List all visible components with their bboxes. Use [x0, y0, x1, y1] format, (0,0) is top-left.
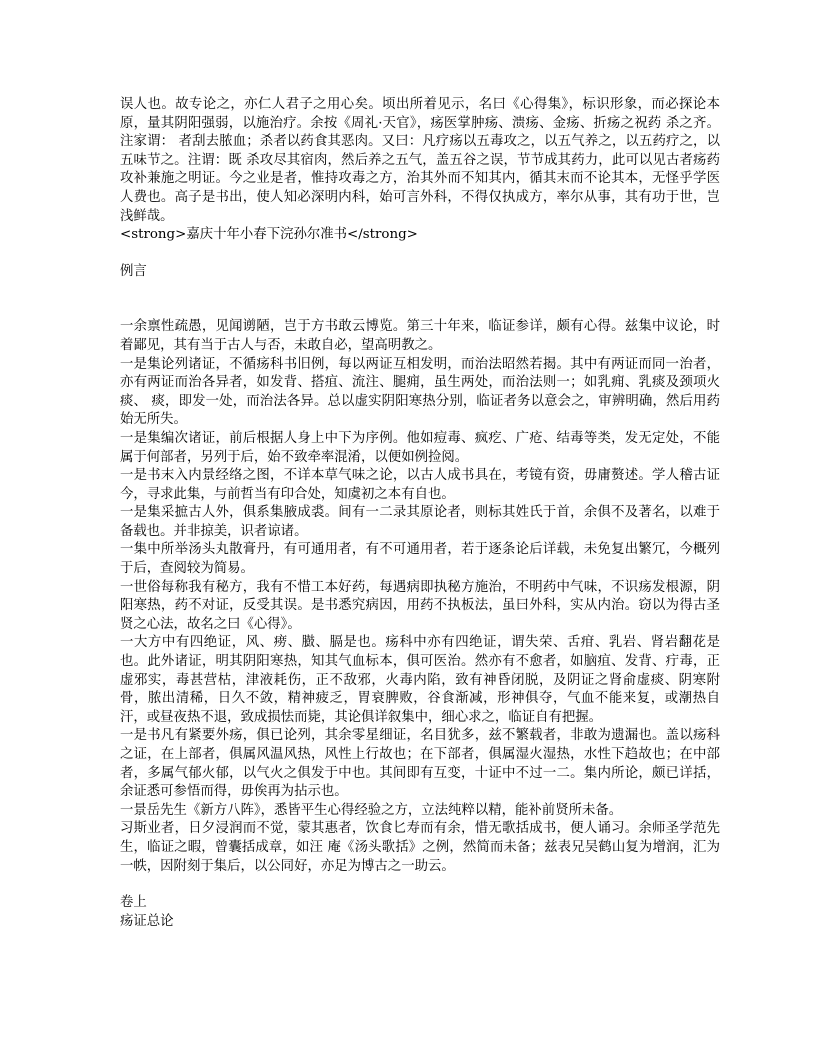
rule-item: 一世俗每称我有秘方，我有不惜工本好药，每遇病即执秘方施治，不明药中气味，不识疡发根源，阴阳寒热，药不对证，反受其误。是书悉究病因，用药不执板法，虽曰外科，实从内治。窃以为得古圣贤之心法，故名之曰《心得》。: [120, 579, 720, 632]
chapter-title: 疡证总论: [120, 913, 174, 929]
rule-item: 一是集采摭古人外，俱系集腋成裘。间有一二录其原论者，则标其姓氏于首，余俱不及著名，以难于备载也。并非掠美，识者谅诸。: [120, 505, 720, 539]
rule-item: 一是书凡有紧要外疡，俱已论列，其余零星细证，名目犹多，兹不繁载者，非敢为遗漏也。盖以疡科之证，在上部者，俱属风温风热，风性上行故也；在下部者，俱属湿火湿热，水性下趋故也；在中部者，多属气郁火郁，以气火之俱发于中也。其间即有互变，十证中不过一二。集内所论，颇已详括，余证悉可参悟而得，毋俟再为拈示也。: [120, 728, 720, 800]
rules-list: [120, 318, 720, 876]
spacer: [120, 281, 720, 318]
rule-item: 习斯业者，日夕浸润而不觉，蒙其惠者，饮食匕寿而有余，惜无歌括成书，便人诵习。余师圣学范先生，临证之暇，曾囊括成章，如汪 庵《汤头歌括》之例，然简而未备；兹表兄吴鹤山复为增润，汇为一帙，因附刻于集后，以公同好，亦足为博古之一助云。: [120, 821, 720, 874]
rule-item: 一集中所举汤头丸散膏丹，有可通用者，有不可通用者，若于逐条论后详载，未免复出繁冗，今概列于后，查阅较为简易。: [120, 542, 720, 577]
rule-item: 一是书末入内景经络之图，不详本草气味之论，以古人成书具在，考镜有资，毋庸赘述。学人稽古证今，寻求此集，与前哲当有印合处，知虞初之本有自也。: [120, 468, 720, 502]
rule-item: 一余禀性疏愚，见闻谫陋，岂于方书敢云博览。第三十年来，临证参详，颇有心得。兹集中议论，时着鄙见，其有当于古人与否，未敢自必，望高明教之。: [120, 319, 720, 353]
signature-line: <strong>嘉庆十年小春下浣孙尔准书</strong>: [120, 227, 418, 243]
spacer: [120, 876, 720, 894]
rule-item: 一是集论列诸证，不循疡科书旧例，每以两证互相发明，而治法昭然若揭。其中有两证而同一治者，亦有两证而治各异者，如发背、搭疽、流注、腿痈，虽生两处，而治法则一；如乳痈、乳痰及颈项火痰、 痰，即发一处，而治法各异。总以虚实阴阳寒热分别，临证者务以意会之，审辨明确，然后用药始无所失。: [120, 356, 720, 428]
preface-paragraph: 误人也。故专论之，亦仁人君子之用心矣。顷出所着见示，名曰《心得集》，标识形象，而必探论本原，量其阴阳强弱，以施治疗。余按《周礼·天官》，疡医掌肿疡、溃疡、金疡、折疡之祝药 杀之齐。注家谓： 者刮去脓血；杀者以药食其恶肉。又曰：凡疗疡以五毒攻之，以五气养之，以五药疗之，以五味节之。注谓：既 杀攻尽其宿肉，然后养之五气，盖五谷之误，节节成其药力，此可以见古者疡药攻补兼施之明证。今之业是者，惟持攻毒之方，治其外而不知其内，循其末而不论其本，无怪乎学医人费也。高子是书出，使人知必深明内科，始可言外科，不得仅执成方，率尔从事，其有功于世，岂浅鲜哉。: [120, 97, 720, 224]
rule-item: 一是集编次诸证，前后根据人身上中下为序例。他如痘毒、疯疙、广疮、结毒等类，发无定处，不能属于何部者，另列于后，始不致牵率混淆，以便如例捡阅。: [120, 430, 720, 465]
section-title-liyan: 例言: [120, 263, 147, 279]
rule-item: 一景岳先生《新方八阵》，悉皆平生心得经验之方，立法纯粹以精，能补前贤所未备。: [120, 802, 623, 818]
rule-item: 一大方中有四绝证，风、痨、臌、膈是也。疡科中亦有四绝证，谓失荣、舌疳、乳岩、肾岩翻花是也。此外诸证，明其阴阳寒热，知其气血标本，俱可医治。然亦有不愈者，如脑疽、发背、疔毒，正虚邪实，毒甚营枯，津液耗伤，正不敌邪，火毒内陷，致有神昏闭脱，及阴证之肾俞虚痰、阴寒附骨，脓出清稀，日久不敛，精神疲乏，胃衰脾败，谷食渐减，形神俱夺，气血不能来复，或潮热自汗，或昼夜热不退，致成损怯而毙，其论俱详叙集中，细心求之，临证自有把握。: [120, 635, 720, 725]
spacer: [120, 245, 720, 263]
volume-title: 卷上: [120, 895, 147, 911]
